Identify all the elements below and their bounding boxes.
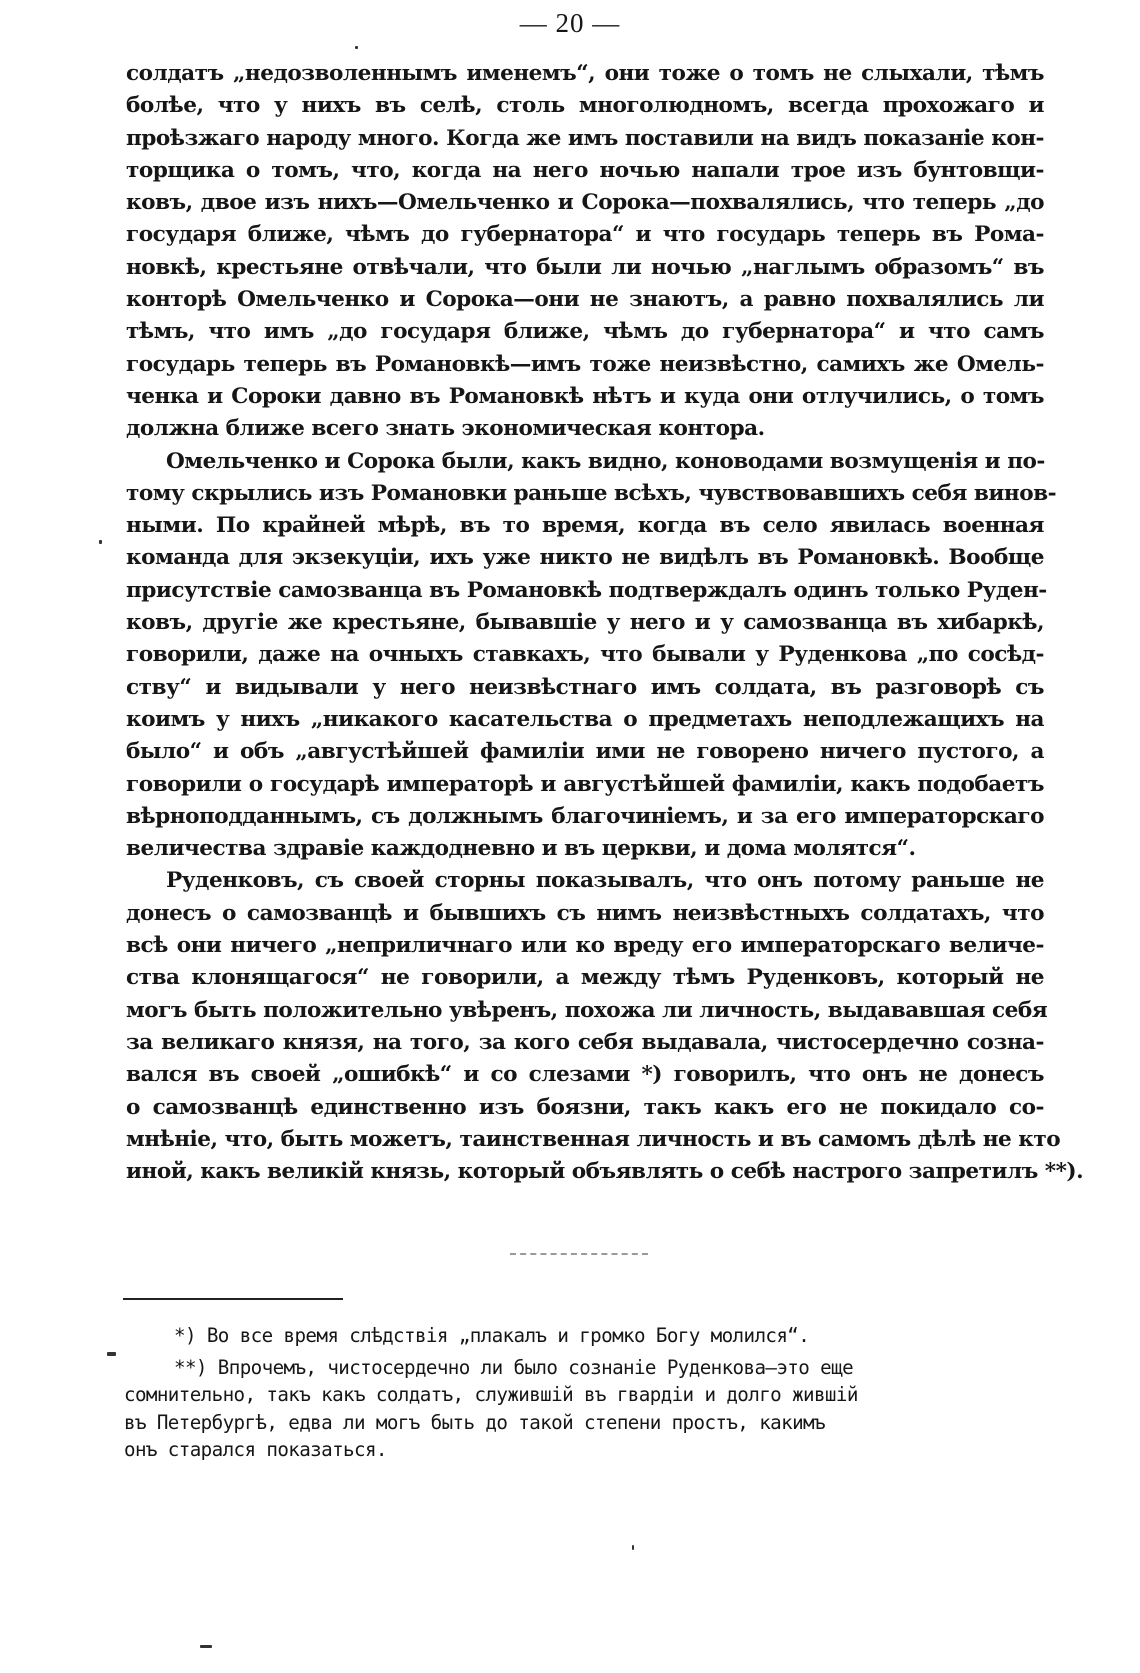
text-line: ковъ, другіе же крестьяне, бывавшіе у него и у самозванца въ хибаркѣ, bbox=[126, 610, 1044, 636]
scan-speck bbox=[200, 1645, 212, 1648]
main-text bbox=[126, 58, 1084, 1188]
text-line: ченка и Сороки давно въ Романовкѣ нѣтъ и куда они отлучились, о томъ bbox=[126, 383, 1044, 409]
text-line: говорили, даже на очныхъ ставкахъ, что бывали у Руденкова „по сосѣд- bbox=[126, 642, 1044, 668]
scan-speck bbox=[632, 1545, 634, 1550]
text-line: тому скрылись изъ Романовки раньше всѣхъ, чувствовавшихъ себя винов- bbox=[126, 480, 1057, 506]
text-line: о самозванцѣ единственно изъ боязни, такъ какъ его не покидало со- bbox=[126, 1094, 1044, 1120]
paragraph-start-line: Омельченко и Сорока были, какъ видно, коноводами возмущенія и по- bbox=[166, 448, 1045, 474]
scan-speck bbox=[355, 46, 358, 49]
text-line: ковъ, двое изъ нихъ—Омельченко и Сорока—похвалялись, что теперь „до bbox=[126, 190, 1044, 216]
footnote-line: сомнительно, такъ какъ солдатъ, служившій въ гвардіи и долго жившій bbox=[124, 1383, 858, 1406]
footnotes bbox=[124, 1322, 1044, 1468]
text-line: ства клонящагося“ не говорили, а между тѣмъ Руденковъ, который не bbox=[126, 965, 1044, 991]
text-line: государя ближе, чѣмъ до губернатора“ и что государь теперь въ Рома- bbox=[126, 222, 1044, 248]
text-line: государь теперь въ Романовкѣ—имъ тоже неизвѣстно, самихъ же Омель- bbox=[126, 351, 1044, 377]
text-line: за великаго князя, на того, за кого себя выдавала, чистосердечно созна- bbox=[126, 1029, 1044, 1055]
footnote-rule bbox=[123, 1298, 343, 1300]
paragraph-start-line: Руденковъ, съ своей сторны показывалъ, что онъ потому раньше не bbox=[166, 868, 1044, 894]
text-line: вѣрноподданнымъ, съ должнымъ благочиніемъ, и за его императорскаго bbox=[126, 803, 1044, 829]
text-line: болѣе, что у нихъ въ селѣ, столь многолюдномъ, всегда прохожаго и bbox=[126, 93, 1044, 119]
footnote-line: онъ старался показаться. bbox=[124, 1438, 387, 1461]
text-line: ству“ и видывали у него неизвѣстнаго имъ солдата, въ разговорѣ съ bbox=[126, 674, 1044, 700]
text-line: ными. По крайней мѣрѣ, въ то время, когда въ село явилась военная bbox=[126, 513, 1044, 539]
text-line: присутствіе самозванца въ Романовкѣ подтверждалъ одинъ только Руден- bbox=[126, 577, 1047, 603]
footnote-line: **) Впрочемъ, чистосердечно ли было сознаніе Руденкова—это еще bbox=[174, 1355, 854, 1379]
text-line: вался въ своей „ошибкѣ“ и со слезами *) говорилъ, что онъ не донесъ bbox=[126, 1062, 1044, 1088]
page-number: — 20 — bbox=[519, 8, 621, 38]
text-line: говорили о государѣ императорѣ и августѣйшей фамиліи, какъ подобаетъ bbox=[126, 771, 1044, 797]
footnote-2 bbox=[124, 1354, 1044, 1464]
text-line: мнѣніе, что, быть можетъ, таинственная личность и въ самомъ дѣлѣ не кто bbox=[126, 1126, 1061, 1152]
scan-speck bbox=[107, 1352, 116, 1356]
footnote-1 bbox=[124, 1322, 1044, 1350]
text-line: торщика о томъ, что, когда на него ночью напали трое изъ бунтовщи- bbox=[126, 157, 1044, 183]
text-line: тѣмъ, что имъ „до государя ближе, чѣмъ до губернатора“ и что самъ bbox=[126, 319, 1044, 345]
text-line: солдатъ „недозволеннымъ именемъ“, они тоже о томъ не слыхали, тѣмъ bbox=[126, 61, 1044, 86]
text-line: новкѣ, крестьяне отвѣчали, что были ли ночью „наглымъ образомъ“ въ bbox=[126, 254, 1044, 280]
footnote-line: *) Во все время слѣдствія „плакалъ и громко Богу молился“. bbox=[174, 1324, 810, 1347]
text-line: иной, какъ великій князь, который объявлять о себѣ настрого запретилъ **). bbox=[126, 1159, 1084, 1185]
text-line: могъ быть положительно увѣренъ, похожа ли личность, выдававшая себя bbox=[126, 997, 1048, 1023]
text-line: команда для экзекуціи, ихъ уже никто не видѣлъ въ Романовкѣ. Вообще bbox=[126, 545, 1044, 571]
text-line: конторѣ Омельченко и Сорока—они не знаютъ, а равно похвалялись ли bbox=[126, 287, 1044, 313]
footnote-line: въ Петербургѣ, едва ли могъ быть до такой степени простъ, какимъ bbox=[124, 1410, 825, 1434]
text-line: донесъ о самозванцѣ и бывшихъ съ нимъ неизвѣстныхъ солдатахъ, что bbox=[126, 900, 1044, 926]
text-line: должна ближе всего знать экономическая контора. bbox=[126, 416, 765, 442]
text-line: величества здравіе каждодневно и въ церкви, и дома молятся“. bbox=[126, 836, 916, 862]
scan-speck bbox=[99, 540, 102, 544]
text-line: всѣ они ничего „неприличнаго или ко вреду его императорскаго величе- bbox=[126, 933, 1044, 959]
text-line: проѣзжаго народу много. Когда же имъ поставили на видъ показаніе кон- bbox=[126, 125, 1044, 151]
section-ornament bbox=[510, 1253, 648, 1259]
text-line: коимъ у нихъ „никакого касательства о предметахъ неподлежащихъ на bbox=[126, 706, 1044, 732]
text-line: было“ и объ „августѣйшей фамиліи ими не говорено ничего пустого, а bbox=[126, 739, 1044, 765]
